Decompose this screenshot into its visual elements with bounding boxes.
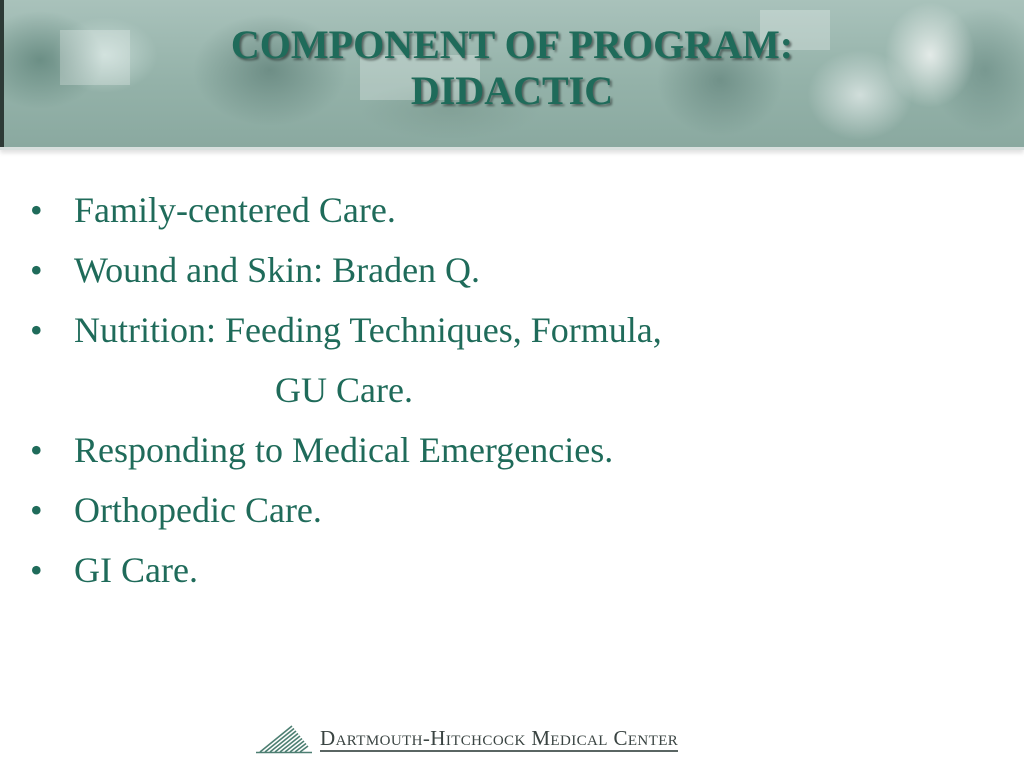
list-item-text: Responding to Medical Emergencies.	[74, 430, 614, 470]
dhmc-mountain-logo-icon	[256, 722, 312, 754]
slide-title-line2: DIDACTIC	[410, 68, 614, 113]
list-item-text: Orthopedic Care.	[74, 490, 322, 530]
footer-org-name: Dartmouth-Hitchcock Medical Center	[320, 726, 679, 750]
bullet-list	[30, 180, 662, 600]
slide-title-line1: COMPONENT OF PROGRAM:	[230, 22, 794, 67]
list-item	[30, 180, 662, 240]
list-item	[30, 540, 662, 600]
bullet-icon: •	[30, 550, 43, 590]
list-item-text: GU Care.	[275, 370, 413, 410]
list-item	[30, 300, 662, 360]
list-item-text: Family-centered Care.	[74, 190, 396, 230]
bullet-icon: •	[30, 250, 43, 290]
slide-title	[0, 22, 1024, 114]
bullet-icon: •	[30, 190, 43, 230]
list-item	[30, 480, 662, 540]
bullet-icon: •	[30, 310, 43, 350]
bullet-icon: •	[30, 490, 43, 530]
header-banner	[0, 0, 1024, 150]
list-item-text: Wound and Skin: Braden Q.	[74, 250, 481, 290]
list-item-text: GI Care.	[74, 550, 198, 590]
list-item	[30, 420, 662, 480]
list-item-text: Nutrition: Feeding Techniques, Formula,	[74, 310, 662, 350]
footer-logo	[256, 718, 776, 758]
list-item-continuation	[30, 360, 662, 420]
bullet-icon: •	[30, 430, 43, 470]
list-item	[30, 240, 662, 300]
